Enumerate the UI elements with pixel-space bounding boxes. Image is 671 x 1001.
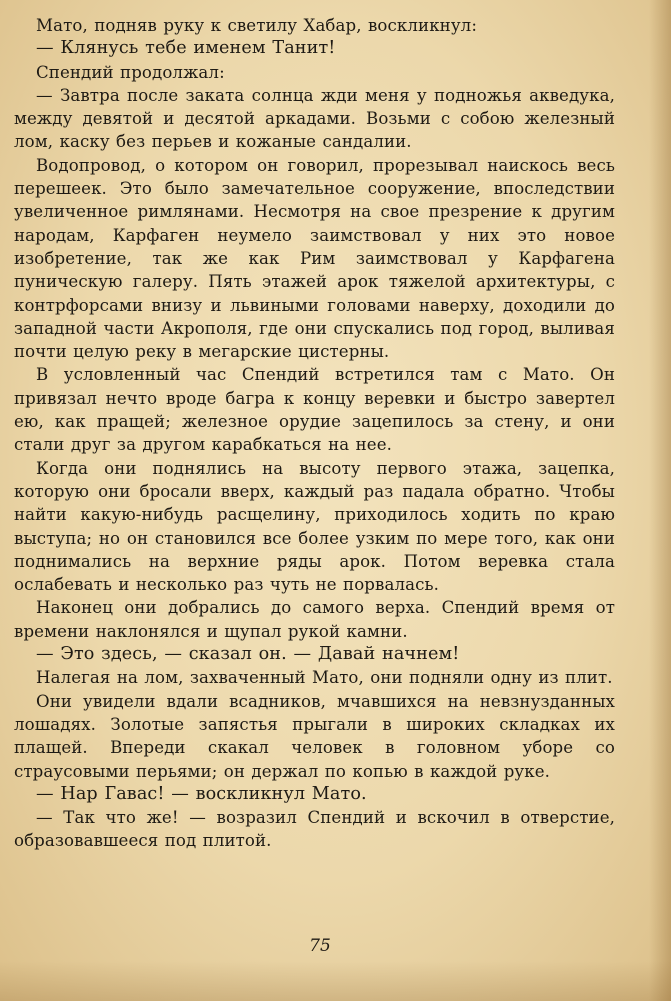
paragraph-3: Спендий продолжал: xyxy=(36,62,225,82)
paragraph-8: Наконец они добрались до самого верха. Спендий время от времени наклонялся и щупал рукой камни. xyxy=(14,598,615,641)
paragraph-5: Водопровод, о котором он говорил, прорезывал наискось весь перешеек. Это было замечательное сооружение, впоследствии увеличенное римлянами. Несмотря на свое презрение к другим народам, Карфаген неумело заимствовал у них это новое изобретение, так же как Рим заимствовал у Карфагена пуническую галеру. Пять этажей арок тяжелой архитектуры, с контрфорсами внизу и львиными головами наверху, доходили до западной части Акрополя, где они спускались под город, выливая почти целую реку в мегарские цистерны. xyxy=(14,155,615,362)
paragraph-9: — Это здесь, — сказал он. — Давай начнем! xyxy=(36,644,460,665)
page-number: 75 xyxy=(309,936,331,956)
paragraph-6: В условленный час Спендий встретился там с Мато. Он привязал нечто вроде багра к концу веревки и быстро завертел ею, как пращей; железное орудие зацепилось за стену, и они стали друг за другом карабкаться на нее. xyxy=(14,365,615,455)
paragraph-2: — Клянусь тебе именем Танит! xyxy=(36,38,336,59)
paragraph-13: — Так что же! — возразил Спендий и вскочил в отверстие, образовавшееся под плитой. xyxy=(14,808,615,851)
body-text xyxy=(14,14,615,853)
paragraph-10: Налегая на лом, захваченный Мато, они подняли одну из плит. xyxy=(36,668,613,688)
paragraph-11: Они увидели вдали всадников, мчавшихся на невзнузданных лошадях. Золотые запястья прыгали в широких складках их плащей. Впереди скакал человек в головном уборе со страусовыми перьями; он держал по копью в каждой руке. xyxy=(14,691,615,781)
paragraph-1: Мато, подняв руку к светилу Хабар, воскликнул: xyxy=(36,16,478,35)
paragraph-7: Когда они поднялись на высоту первого этажа, зацепка, которую они бросали вверх, каждый раз падала обратно. Чтобы найти какую-нибудь расщелину, приходилось ходить по краю выступа; но он становился все более узким по мере того, как они поднимались на верхние ряды арок. Потом веревка стала ослабевать и несколько раз чуть не порвалась. xyxy=(14,458,615,595)
paragraph-4: — Завтра после заката солнца жди меня у подножья акведука, между девятой и десятой аркадами. Возьми с собою железный лом, каску без перьев и кожаные сандалии. xyxy=(14,85,615,152)
paragraph-12: — Нар Гавас! — воскликнул Мато. xyxy=(36,783,367,804)
